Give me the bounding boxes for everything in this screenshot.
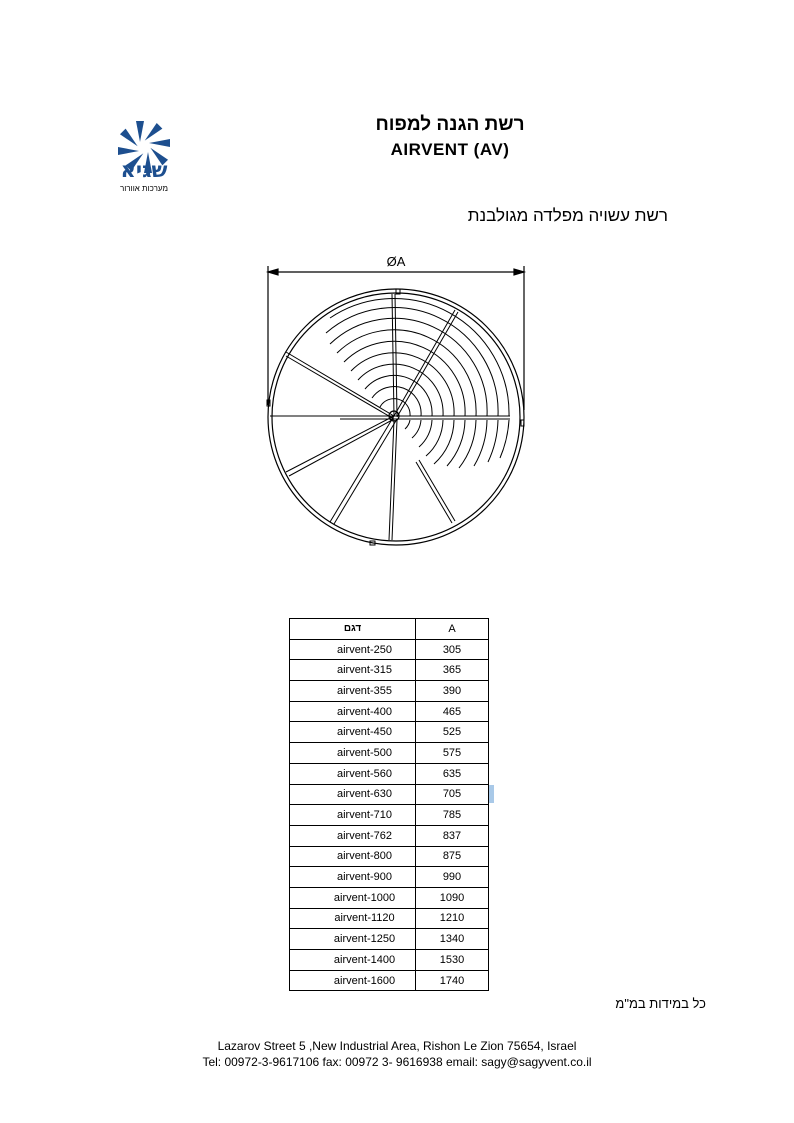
material-description: רשת עשויה מפלדה מגולבנת (467, 206, 668, 225)
model-cell: airvent-560 (290, 763, 416, 784)
model-cell: airvent-1400 (290, 950, 416, 971)
model-cell: airvent-710 (290, 805, 416, 826)
table-row (290, 846, 489, 867)
model-cell: airvent-762 (290, 825, 416, 846)
table-row (290, 660, 489, 681)
page-title-hebrew: רשת הגנה למפוח (375, 114, 525, 135)
dimension-a-cell: 525 (416, 722, 489, 743)
logo-tagline: מערכות אוורור (120, 184, 168, 193)
dimension-a-cell: 705 (416, 784, 489, 805)
column-header-model: דגם (290, 619, 416, 640)
model-cell: airvent-1120 (290, 908, 416, 929)
table-row (290, 639, 489, 660)
dimension-a-cell: 1340 (416, 929, 489, 950)
dimension-a-cell: 990 (416, 867, 489, 888)
table-row (290, 701, 489, 722)
table-row (290, 825, 489, 846)
dimension-a-cell: 635 (416, 763, 489, 784)
model-cell: airvent-900 (290, 867, 416, 888)
dimension-arrow-left (268, 269, 278, 275)
concentric-wires (326, 299, 509, 468)
table-row (290, 929, 489, 950)
dimension-a-cell: 837 (416, 825, 489, 846)
rim-clip-right (521, 420, 524, 426)
dimension-arrow-right (514, 269, 524, 275)
model-cell: airvent-800 (290, 846, 416, 867)
dimension-a-cell: 1090 (416, 887, 489, 908)
logo-brand-text: שגיא (120, 158, 168, 182)
model-cell: airvent-500 (290, 743, 416, 764)
model-cell: airvent-450 (290, 722, 416, 743)
table-header-row (290, 619, 489, 640)
table-row (290, 681, 489, 702)
model-cell: airvent-1000 (290, 887, 416, 908)
dimension-a-cell: 1210 (416, 908, 489, 929)
dimension-label: ØA (386, 254, 406, 269)
model-cell: airvent-1600 (290, 970, 416, 991)
footer-contact: Tel: 00972-3-9617106 fax: 00972 3- 9616938 email: sagy@sagyvent.co.il (202, 1055, 592, 1069)
dimension-a-cell: 1740 (416, 970, 489, 991)
table-row (290, 805, 489, 826)
table-row (290, 970, 489, 991)
dimension-a-cell: 1530 (416, 950, 489, 971)
model-cell: airvent-250 (290, 639, 416, 660)
selection-marker (489, 785, 494, 803)
dimension-a-cell: 365 (416, 660, 489, 681)
units-note: כל במידות במ"מ (615, 996, 706, 1011)
model-cell: airvent-1250 (290, 929, 416, 950)
table-row (290, 743, 489, 764)
model-cell: airvent-630 (290, 784, 416, 805)
table-row (290, 867, 489, 888)
model-dimension-table (289, 618, 489, 991)
dimension-a-cell: 875 (416, 846, 489, 867)
dimension-a-cell: 305 (416, 639, 489, 660)
page-title-english: AIRVENT (AV) (390, 140, 510, 159)
dimension-a-cell: 575 (416, 743, 489, 764)
table-row (290, 763, 489, 784)
model-cell: airvent-355 (290, 681, 416, 702)
table-row (290, 722, 489, 743)
table-row (290, 950, 489, 971)
column-header-a: A (416, 619, 489, 640)
dimension-a-cell: 390 (416, 681, 489, 702)
table-row (290, 908, 489, 929)
table-row (290, 784, 489, 805)
footer-address: Lazarov Street 5 ,New Industrial Area, Rishon Le Zion 75654, Israel (217, 1039, 577, 1053)
guard-grill-drawing (250, 246, 540, 556)
dimension-a-cell: 465 (416, 701, 489, 722)
table-row (290, 887, 489, 908)
dimension-a-cell: 785 (416, 805, 489, 826)
model-cell: airvent-315 (290, 660, 416, 681)
model-cell: airvent-400 (290, 701, 416, 722)
